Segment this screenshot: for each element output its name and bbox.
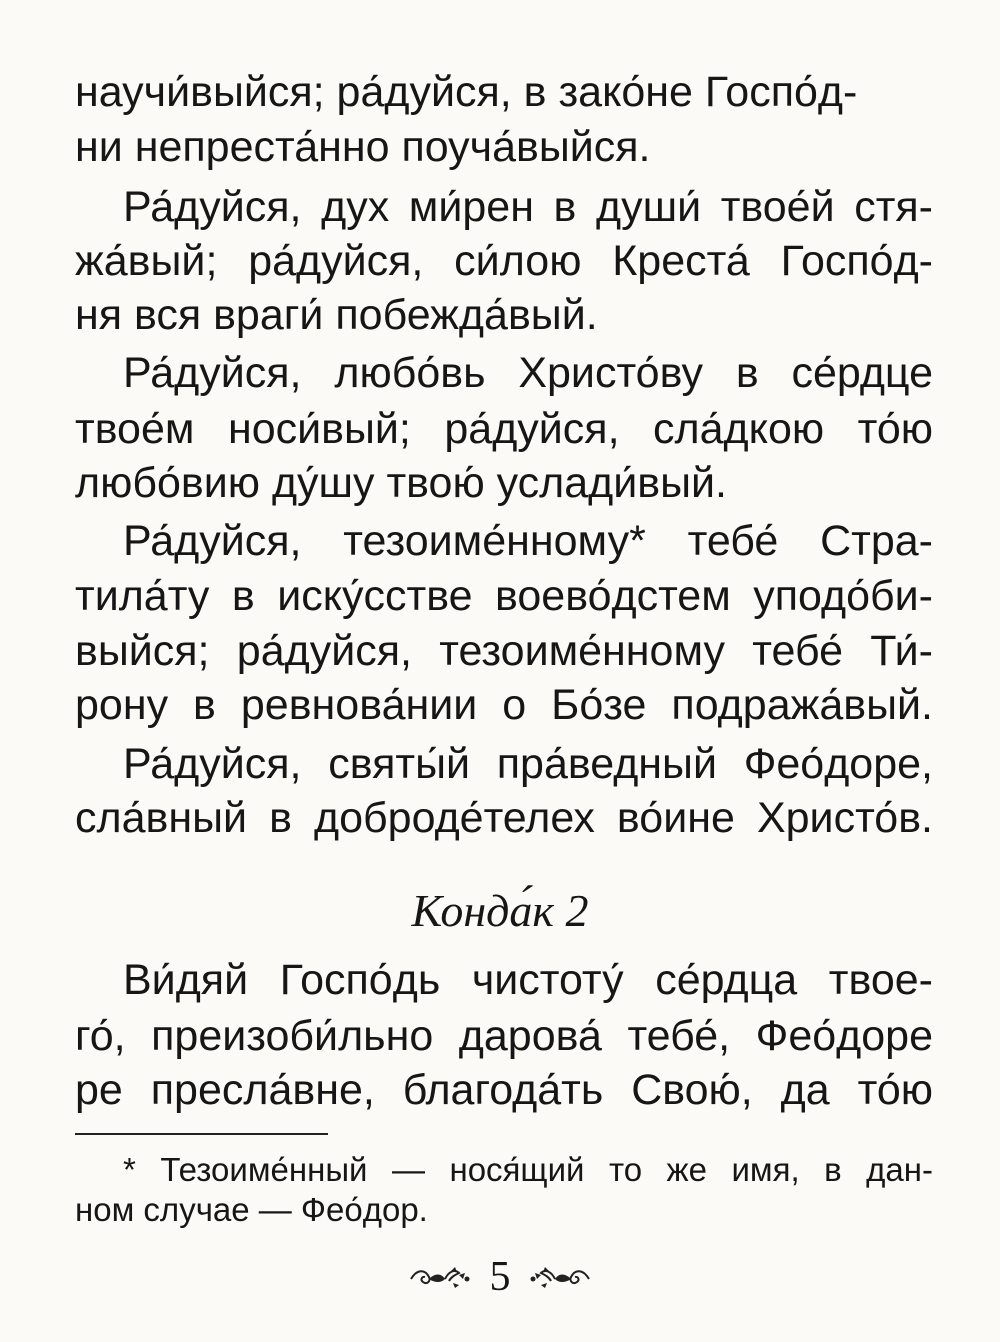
text-line: ня вся враги́ побежда́вый.	[75, 291, 598, 339]
text-line: рону в ревнова́нии о Бо́зе подража́вый.	[75, 681, 933, 729]
text-line: любо́вию ду́шу твою́ услади́вый.	[75, 459, 727, 507]
text-line: Ра́дуйся, любо́вь Христо́ву в се́рдце	[123, 349, 933, 397]
text-line: Ра́дуйся, дух ми́рен в души́ твое́й стя-	[123, 183, 933, 231]
text-line: го́, преизоби́льно дарова́ тебе́, Фео́доре	[75, 1012, 933, 1060]
page-number: 5	[489, 1254, 511, 1300]
text-line: ни непреста́нно поуча́выйся.	[75, 123, 651, 171]
text-line: сла́вный в доброде́телех во́ине Христо́в.	[75, 794, 933, 842]
left-ornament-icon	[409, 1265, 471, 1289]
text-line: Ра́дуйся, святы́й пра́ведный Фео́доре,	[123, 740, 933, 788]
text-line: Ви́дяй Госпо́дь чистоту́ се́рдца твое-	[123, 956, 933, 1004]
section-heading: Конда́к 2	[411, 885, 589, 936]
text-line: жа́вый; ра́дуйся, си́лою Креста́ Госпо́д-	[75, 237, 933, 285]
text-line: ре пресла́вне, благода́ть Свою́, да то́ю	[75, 1066, 933, 1114]
text-line: тила́ту в иску́сстве воево́дстем уподо́би-	[75, 572, 933, 620]
text-line: Ра́дуйся, тезоиме́нному* тебе́ Стра-	[123, 517, 933, 565]
footnote-line: * Тезоиме́нный — нося́щий то же имя, в дан-	[123, 1151, 933, 1188]
text-line: твое́м носи́вый; ра́дуйся, сла́дкою то́ю	[75, 405, 933, 453]
right-ornament-icon	[529, 1265, 591, 1289]
text-line: научи́выйся; ра́дуйся, в зако́не Госпо́д-	[75, 68, 858, 116]
page-number-area	[0, 1252, 1000, 1302]
footnote-line: ном случае — Фео́дор.	[75, 1191, 428, 1228]
footnote-divider	[75, 1133, 328, 1135]
text-line: выйся; ра́дуйся, тезоиме́нному тебе́ Ти́-	[75, 627, 933, 675]
